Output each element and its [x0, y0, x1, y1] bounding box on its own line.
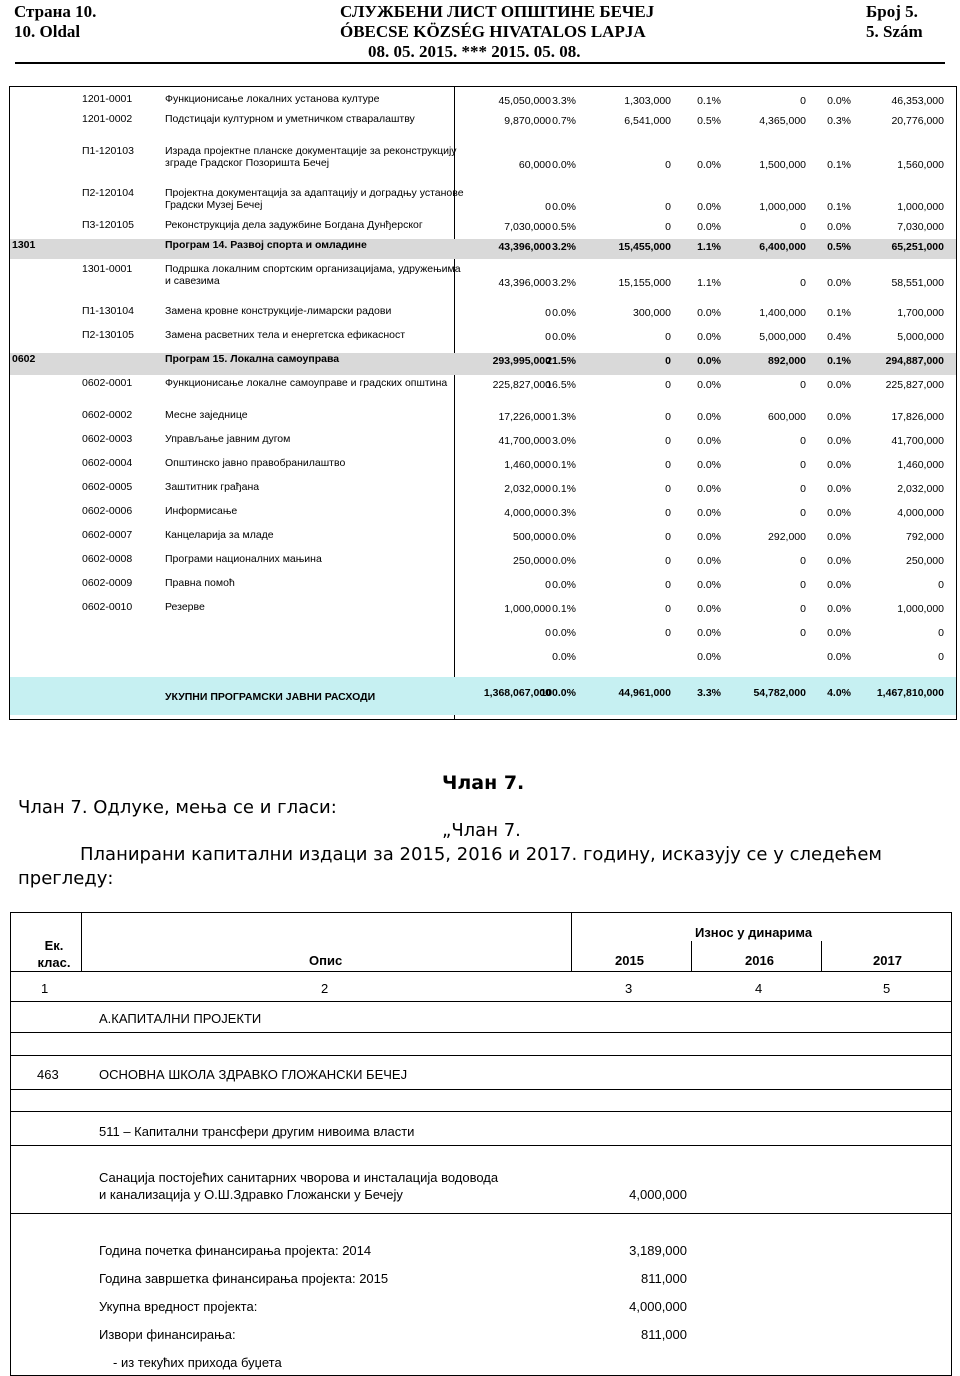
- column-divider: [821, 941, 822, 971]
- item-description: Резерве: [165, 601, 205, 613]
- amount-value: 1,467,810,000: [876, 687, 944, 699]
- issue-date: 08. 05. 2015. *** 2015. 05. 08.: [368, 42, 581, 61]
- row-rule: [11, 1001, 951, 1002]
- item-code: 0602-0003: [82, 433, 133, 445]
- share-percent: 0.0%: [552, 651, 576, 663]
- share-percent: 0.0%: [827, 411, 851, 423]
- item-code: 1201-0001: [82, 93, 133, 105]
- detail-value: 811,000: [640, 1271, 687, 1286]
- amount-value: 43,396,000: [498, 277, 551, 289]
- budget-row: [10, 263, 956, 303]
- column-divider: [81, 913, 82, 971]
- article-intro: Члан 7. Одлуке, мења се и гласи:: [18, 797, 337, 818]
- share-percent: 0.0%: [697, 159, 721, 171]
- amount-value: 0: [665, 579, 671, 591]
- col-header-class: [37, 937, 71, 971]
- share-percent: 0.5%: [697, 115, 721, 127]
- amount-value: 0: [800, 435, 806, 447]
- item-code: 0602-0008: [82, 553, 133, 565]
- share-percent: 0.0%: [552, 331, 576, 343]
- amount-value: 43,396,000: [498, 241, 551, 253]
- amount-value: 0: [665, 483, 671, 495]
- detail-label: Година завршетка финансирања пројекта: 2015: [99, 1271, 389, 1286]
- share-percent: 0.0%: [697, 201, 721, 213]
- amount-value: 0: [665, 627, 671, 639]
- item-description: Израда пројектне планске документације за реконструкцију зграде Градског Позоришта Бечеј: [165, 145, 457, 169]
- share-percent: 0.0%: [827, 531, 851, 543]
- source-note: - из текућих прихода буџета: [113, 1355, 282, 1370]
- share-percent: 0.0%: [827, 221, 851, 233]
- share-percent: 0.3%: [827, 115, 851, 127]
- share-percent: 0.0%: [827, 277, 851, 289]
- amount-value: 0: [938, 651, 944, 663]
- amount-value: 44,961,000: [618, 687, 671, 699]
- budget-row: [10, 457, 956, 479]
- amount-value: 0: [545, 201, 551, 213]
- item-description: Реконструкција дела задужбине Богдана Дунђерског: [165, 219, 423, 231]
- amount-value: 0: [800, 277, 806, 289]
- amount-value: 0: [545, 307, 551, 319]
- share-percent: 0.1%: [697, 95, 721, 107]
- amount-value: 0: [665, 435, 671, 447]
- issue-number-sr: Број 5.: [866, 2, 918, 21]
- share-percent: 3.3%: [552, 95, 576, 107]
- detail-value: 4,000,000: [629, 1299, 687, 1314]
- share-percent: 0.7%: [552, 115, 576, 127]
- amount-value: 1,303,000: [624, 95, 671, 107]
- column-divider: [571, 913, 572, 971]
- share-percent: 100.0%: [540, 687, 576, 699]
- gazette-title-hu: ÓBECSE KÖZSÉG HIVATALOS LAPJA: [340, 22, 646, 41]
- item-description: Општинско јавно правобранилаштво: [165, 457, 346, 469]
- amount-value: 293,995,000: [492, 355, 551, 367]
- budget-row: [10, 409, 956, 431]
- amount-value: 0: [665, 459, 671, 471]
- amount-value: 1,368,067,000: [483, 687, 551, 699]
- item-description: Подстицаји културном и уметничком стваралаштву: [165, 113, 415, 125]
- amount-value: 300,000: [633, 307, 671, 319]
- share-percent: 0.0%: [827, 435, 851, 447]
- row-rule: [11, 1032, 951, 1033]
- share-percent: 21.5%: [546, 355, 576, 367]
- budget-row: [10, 329, 956, 351]
- share-percent: 1.1%: [697, 277, 721, 289]
- program-code: 1301: [12, 239, 36, 251]
- amount-value: 0: [800, 603, 806, 615]
- amount-value: 0: [665, 221, 671, 233]
- program-row: [10, 353, 956, 375]
- budget-table: [9, 86, 957, 720]
- column-divider: [691, 941, 692, 971]
- share-percent: 0.1%: [827, 307, 851, 319]
- item-code: 0602-0009: [82, 577, 133, 589]
- col-number-3: 3: [625, 981, 633, 996]
- item-description: Месне заједнице: [165, 409, 248, 421]
- amount-value: 2,032,000: [504, 483, 551, 495]
- budget-row: [10, 553, 956, 575]
- amount-value: 17,226,000: [498, 411, 551, 423]
- amount-value: 0: [665, 355, 671, 367]
- budget-row: [10, 505, 956, 527]
- share-percent: 0.0%: [697, 555, 721, 567]
- item-code: 0602-0001: [82, 377, 133, 389]
- amount-value: 0: [800, 507, 806, 519]
- share-percent: 0.0%: [827, 459, 851, 471]
- item-code: П3-120105: [82, 219, 134, 231]
- item-code: П2-130105: [82, 329, 134, 341]
- item-code: П1-130104: [82, 305, 134, 317]
- item-description: Подршка локалним спортским организацијама, удружењима и савезима: [165, 263, 461, 287]
- budget-row: [10, 601, 956, 623]
- article-heading: Члан 7.: [442, 772, 525, 794]
- share-percent: 0.0%: [827, 579, 851, 591]
- program-row: [10, 239, 956, 259]
- share-percent: 0.0%: [827, 95, 851, 107]
- share-percent: 0.0%: [827, 379, 851, 391]
- amount-value: 54,782,000: [753, 687, 806, 699]
- col-header-class-label: Ек. клас.: [37, 938, 71, 970]
- amount-value: 5,000,000: [759, 331, 806, 343]
- share-percent: 3.2%: [552, 277, 576, 289]
- item-code: 0602-0004: [82, 457, 133, 469]
- item-description: Програм 14. Развој спорта и омладине: [165, 239, 367, 251]
- item-description: Замена расветних тела и енергетска ефикасност: [165, 329, 406, 341]
- share-percent: 0.0%: [552, 579, 576, 591]
- amount-value: 0: [665, 507, 671, 519]
- amount-value: 41,700,000: [498, 435, 551, 447]
- share-percent: 0.0%: [827, 507, 851, 519]
- amount-value: 0: [665, 555, 671, 567]
- page-number-sr: Страна 10.: [14, 2, 97, 21]
- share-percent: 0.0%: [552, 307, 576, 319]
- detail-label: Година почетка финансирања пројекта: 2014: [99, 1243, 372, 1258]
- amount-value: 250,000: [906, 555, 944, 567]
- amount-value: 4,000,000: [897, 507, 944, 519]
- amount-value: 0: [800, 459, 806, 471]
- amount-value: 0: [665, 379, 671, 391]
- item-description: Правна помоћ: [165, 577, 235, 589]
- share-percent: 0.5%: [827, 241, 851, 253]
- share-percent: 0.0%: [552, 201, 576, 213]
- amount-value: 0: [800, 221, 806, 233]
- amount-value: 792,000: [906, 531, 944, 543]
- gazette-title-sr: СЛУЖБЕНИ ЛИСТ ОПШТИНЕ БЕЧЕЈ: [340, 2, 655, 21]
- row-rule: [11, 1089, 951, 1090]
- share-percent: 0.0%: [827, 627, 851, 639]
- share-percent: 0.0%: [552, 555, 576, 567]
- col-number-4: 4: [755, 981, 763, 996]
- budget-row: [10, 187, 956, 217]
- amount-value: 1,000,000: [897, 201, 944, 213]
- item-code: 0602-0006: [82, 505, 133, 517]
- budget-row: [10, 529, 956, 551]
- amount-value: 9,870,000: [504, 115, 551, 127]
- amount-value: 0: [665, 201, 671, 213]
- item-code: 0602-0002: [82, 409, 133, 421]
- amount-value: 0: [800, 95, 806, 107]
- amount-value: 5,000,000: [897, 331, 944, 343]
- budget-row: [10, 481, 956, 503]
- item-description: Пројектна документација за адаптацију и доградњу установе Градски Музеј Бечеј: [165, 187, 464, 211]
- amount-value: 0: [800, 627, 806, 639]
- header-rule: [15, 62, 945, 64]
- share-percent: 0.0%: [697, 483, 721, 495]
- budget-row: [10, 625, 956, 647]
- amount-value: 58,551,000: [891, 277, 944, 289]
- detail-label: Укупна вредност пројекта:: [99, 1299, 258, 1314]
- col-header-2017: 2017: [873, 953, 902, 968]
- row-rule: [11, 1111, 951, 1112]
- item-code: 0602-0007: [82, 529, 133, 541]
- share-percent: 0.5%: [552, 221, 576, 233]
- col-number-2: 2: [321, 981, 329, 996]
- amount-value: 225,827,000: [885, 379, 944, 391]
- share-percent: 3.2%: [552, 241, 576, 253]
- header-rule: [11, 971, 951, 972]
- share-percent: 0.1%: [827, 201, 851, 213]
- article-text-line-2: прегледу:: [18, 868, 114, 889]
- amount-value: 0: [665, 411, 671, 423]
- share-percent: 0.0%: [697, 331, 721, 343]
- item-description: Заштитник грађана: [165, 481, 260, 493]
- amount-value: 60,000: [518, 159, 551, 171]
- amount-value: 4,365,000: [759, 115, 806, 127]
- col-header-2015: 2015: [615, 953, 644, 968]
- project-amount: 4,000,000: [629, 1187, 687, 1202]
- budget-row: [10, 145, 956, 183]
- row-rule: [11, 1145, 951, 1146]
- budget-row: [10, 433, 956, 455]
- share-percent: 1.3%: [552, 411, 576, 423]
- item-code: 0602-0010: [82, 601, 133, 613]
- item-description: Програми националних мањина: [165, 553, 322, 565]
- item-code: 0602-0005: [82, 481, 133, 493]
- share-percent: 0.0%: [552, 159, 576, 171]
- share-percent: 0.4%: [827, 331, 851, 343]
- item-description: Замена кровне конструкције-лимарски радови: [165, 305, 392, 317]
- amount-value: 600,000: [768, 411, 806, 423]
- amount-value: 6,541,000: [624, 115, 671, 127]
- class-name: ОСНОВНА ШКОЛА ЗДРАВКО ГЛОЖАНСКИ БЕЧЕЈ: [99, 1067, 408, 1082]
- share-percent: 0.0%: [552, 627, 576, 639]
- budget-row: [10, 305, 956, 327]
- share-percent: 0.0%: [827, 483, 851, 495]
- item-description: Програм 15. Локална самоуправа: [165, 353, 340, 365]
- item-code: 1301-0001: [82, 263, 133, 275]
- amount-value: 1,000,000: [504, 603, 551, 615]
- amount-value: 0: [665, 603, 671, 615]
- share-percent: 0.0%: [697, 411, 721, 423]
- amount-value: 500,000: [513, 531, 551, 543]
- col-number-5: 5: [883, 981, 891, 996]
- amount-value: 1,560,000: [897, 159, 944, 171]
- share-percent: 0.1%: [552, 459, 576, 471]
- program-code: 0602: [12, 353, 36, 365]
- amount-value: 294,887,000: [885, 355, 944, 367]
- project-name-line-1: Санација постојећих санитарних чворова и инсталација водовода: [99, 1170, 499, 1185]
- amount-value: 0: [800, 483, 806, 495]
- share-percent: 0.0%: [697, 579, 721, 591]
- page-number-hu: 10. Oldal: [14, 22, 81, 41]
- col-header-desc: Опис: [309, 953, 343, 968]
- amount-value: 41,700,000: [891, 435, 944, 447]
- amount-value: 1,500,000: [759, 159, 806, 171]
- amount-value: 0: [938, 579, 944, 591]
- capital-projects-table: [10, 912, 952, 1376]
- quoted-article-heading: „Члан 7.: [442, 820, 521, 841]
- amount-value: 6,400,000: [759, 241, 806, 253]
- col-header-2016: 2016: [745, 953, 774, 968]
- detail-value: 3,189,000: [629, 1243, 687, 1258]
- amount-value: 1,700,000: [897, 307, 944, 319]
- amount-value: 17,826,000: [891, 411, 944, 423]
- share-percent: 0.0%: [697, 627, 721, 639]
- item-code: П1-120103: [82, 145, 134, 157]
- item-code: П2-120104: [82, 187, 134, 199]
- amount-value: 0: [938, 627, 944, 639]
- amount-value: 0: [665, 331, 671, 343]
- share-percent: 0.0%: [697, 355, 721, 367]
- section-title: А.КАПИТАЛНИ ПРОЈЕКТИ: [99, 1011, 262, 1026]
- amount-value: 7,030,000: [504, 221, 551, 233]
- amount-value: 45,050,000: [498, 95, 551, 107]
- share-percent: 1.1%: [697, 241, 721, 253]
- share-percent: 0.1%: [827, 355, 851, 367]
- share-percent: 0.0%: [697, 221, 721, 233]
- detail-value: 811,000: [640, 1327, 687, 1342]
- amount-value: 0: [800, 579, 806, 591]
- amount-value: 7,030,000: [897, 221, 944, 233]
- share-percent: 3.3%: [697, 687, 721, 699]
- amount-value: 892,000: [768, 355, 806, 367]
- amount-value: 0: [800, 379, 806, 391]
- class-code: 463: [37, 1067, 59, 1082]
- amount-value: 2,032,000: [897, 483, 944, 495]
- item-description: УКУПНИ ПРОГРАМСКИ ЈАВНИ РАСХОДИ: [165, 691, 376, 703]
- amount-value: 4,000,000: [504, 507, 551, 519]
- item-description: Канцеларија за младе: [165, 529, 274, 541]
- amount-value: 0: [665, 159, 671, 171]
- col-number-1: 1: [41, 981, 49, 996]
- amount-value: 0: [665, 531, 671, 543]
- share-percent: 0.0%: [827, 603, 851, 615]
- item-code: 1201-0002: [82, 113, 133, 125]
- item-description: Функционисање локалне самоуправе и градских општина: [165, 377, 448, 389]
- article-text-line-1: Планирани капитални издаци за 2015, 2016 и 2017. годину, исказују се у следећем: [80, 844, 882, 865]
- amount-value: 0: [800, 555, 806, 567]
- item-description: Информисање: [165, 505, 238, 517]
- amount-value: 1,000,000: [897, 603, 944, 615]
- share-percent: 0.1%: [827, 159, 851, 171]
- budget-row: [10, 219, 956, 239]
- amount-value: 15,155,000: [618, 277, 671, 289]
- share-percent: 0.0%: [697, 307, 721, 319]
- share-percent: 4.0%: [827, 687, 851, 699]
- budget-row: [10, 113, 956, 141]
- share-percent: 3.0%: [552, 435, 576, 447]
- row-rule: [11, 1213, 951, 1214]
- amount-value: 1,460,000: [897, 459, 944, 471]
- share-percent: 0.1%: [552, 483, 576, 495]
- share-percent: 0.0%: [697, 435, 721, 447]
- amount-value: 1,400,000: [759, 307, 806, 319]
- amount-value: 15,455,000: [618, 241, 671, 253]
- amount-value: 0: [545, 627, 551, 639]
- subclass-label: 511 – Капитални трансфери другим нивоима власти: [99, 1124, 415, 1139]
- share-percent: 0.0%: [697, 651, 721, 663]
- total-row: [10, 677, 956, 715]
- row-rule: [11, 1055, 951, 1056]
- amount-value: 65,251,000: [891, 241, 944, 253]
- share-percent: 0.0%: [697, 379, 721, 391]
- amount-value: 0: [545, 331, 551, 343]
- issue-number-hu: 5. Szám: [866, 22, 923, 41]
- budget-row: [10, 93, 956, 113]
- amount-value: 20,776,000: [891, 115, 944, 127]
- budget-row: [10, 377, 956, 407]
- amount-value: 46,353,000: [891, 95, 944, 107]
- amount-value: 0: [545, 579, 551, 591]
- share-percent: 0.3%: [552, 507, 576, 519]
- page-header: [0, 0, 960, 60]
- share-percent: 0.0%: [697, 603, 721, 615]
- item-description: Управљање јавним дугом: [165, 433, 291, 445]
- amount-value: 1,000,000: [759, 201, 806, 213]
- share-percent: 0.1%: [552, 603, 576, 615]
- project-name-line-2: и канализација у О.Ш.Здравко Гложански у Бечеју: [99, 1187, 403, 1202]
- share-percent: 0.0%: [697, 507, 721, 519]
- detail-label: Извори финансирања:: [99, 1327, 236, 1342]
- amount-value: 250,000: [513, 555, 551, 567]
- amount-header: Износ у динарима: [695, 925, 813, 940]
- share-percent: 0.0%: [827, 651, 851, 663]
- share-percent: 0.0%: [697, 531, 721, 543]
- amount-value: 1,460,000: [504, 459, 551, 471]
- amount-value: 225,827,000: [492, 379, 551, 391]
- share-percent: 16.5%: [546, 379, 576, 391]
- share-percent: 0.0%: [827, 555, 851, 567]
- budget-row: [10, 649, 956, 671]
- amount-value: 292,000: [768, 531, 806, 543]
- share-percent: 0.0%: [697, 459, 721, 471]
- share-percent: 0.0%: [552, 531, 576, 543]
- budget-row: [10, 577, 956, 599]
- item-description: Функционисање локалних установа културе: [165, 93, 380, 105]
